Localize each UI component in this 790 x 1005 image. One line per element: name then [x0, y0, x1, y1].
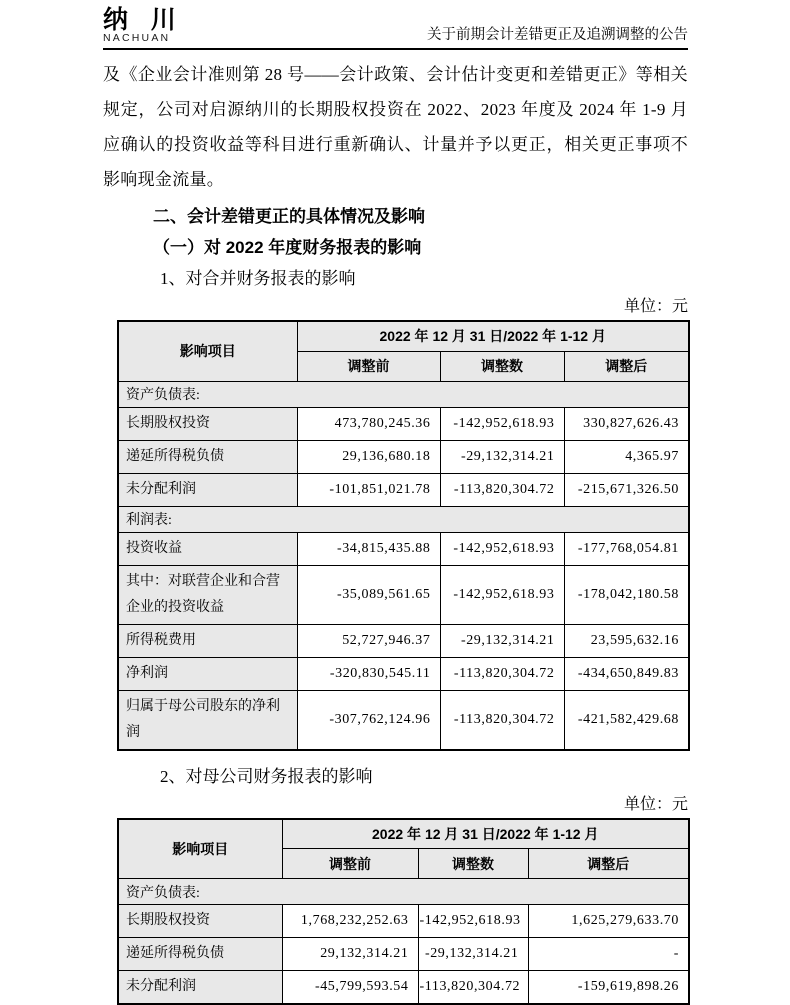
value-before: -320,830,545.11: [297, 657, 440, 690]
col-adjust-header: 调整数: [418, 849, 528, 879]
section-label: 资产负债表:: [118, 879, 689, 905]
col-item-header: 影响项目: [118, 819, 282, 879]
value-after: 330,827,626.43: [564, 407, 689, 440]
section-heading: 二、会计差错更正的具体情况及影响: [153, 206, 688, 228]
value-adjust: -142,952,618.93: [418, 905, 528, 938]
table-row: [118, 565, 689, 624]
table-row: [118, 905, 689, 938]
value-adjust: -29,132,314.21: [418, 938, 528, 971]
logo-subtext: NACHUAN: [103, 32, 183, 45]
table-row: [118, 440, 689, 473]
col-after-header: 调整后: [528, 849, 689, 879]
value-before: 473,780,245.36: [297, 407, 440, 440]
row-label: 所得税费用: [118, 624, 297, 657]
row-label: 未分配利润: [118, 971, 282, 1005]
table-row: [118, 971, 689, 1005]
value-before: -34,815,435.88: [297, 532, 440, 565]
value-adjust: -113,820,304.72: [418, 971, 528, 1005]
col-period-header: 2022 年 12 月 31 日/2022 年 1-12 月: [282, 819, 689, 849]
row-label: 净利润: [118, 657, 297, 690]
value-after: -: [528, 938, 689, 971]
table-row: [118, 473, 689, 506]
col-before-header: 调整前: [282, 849, 418, 879]
value-after: -215,671,326.50: [564, 473, 689, 506]
unit-label-1: 单位：元: [103, 293, 688, 316]
value-adjust: -29,132,314.21: [440, 440, 564, 473]
section-row: [118, 381, 689, 407]
value-before: 29,136,680.18: [297, 440, 440, 473]
value-before: 1,768,232,252.63: [282, 905, 418, 938]
table-row: [118, 690, 689, 750]
item1-heading: 1、对合并财务报表的影响: [160, 268, 688, 290]
row-label: 长期股权投资: [118, 407, 297, 440]
value-adjust: -142,952,618.93: [440, 407, 564, 440]
section-row: [118, 506, 689, 532]
value-after: 23,595,632.16: [564, 624, 689, 657]
section-row: [118, 879, 689, 905]
value-before: -101,851,021.78: [297, 473, 440, 506]
table-row: [118, 532, 689, 565]
col-period-header: 2022 年 12 月 31 日/2022 年 1-12 月: [297, 321, 689, 351]
unit-label-2: 单位：元: [103, 791, 688, 814]
parent-company-statements-table: [117, 818, 690, 1005]
subsection-heading: （一）对 2022 年度财务报表的影响: [153, 237, 688, 259]
value-adjust: -142,952,618.93: [440, 565, 564, 624]
row-label: 长期股权投资: [118, 905, 282, 938]
value-after: -434,650,849.83: [564, 657, 689, 690]
table-row: [118, 657, 689, 690]
table-header-row: [118, 819, 689, 849]
row-label: 递延所得税负债: [118, 938, 282, 971]
value-after: -177,768,054.81: [564, 532, 689, 565]
value-after: -159,619,898.26: [528, 971, 689, 1005]
value-after: -421,582,429.68: [564, 690, 689, 750]
value-after: 1,625,279,633.70: [528, 905, 689, 938]
value-adjust: -113,820,304.72: [440, 657, 564, 690]
value-adjust: -29,132,314.21: [440, 624, 564, 657]
item2-heading: 2、对母公司财务报表的影响: [160, 766, 688, 788]
section-label: 资产负债表:: [118, 381, 689, 407]
logo-text: 纳 川: [103, 8, 183, 32]
value-after: -178,042,180.58: [564, 565, 689, 624]
document-header: [103, 8, 688, 50]
table-header-row: [118, 321, 689, 351]
row-label: 递延所得税负债: [118, 440, 297, 473]
value-before: -307,762,124.96: [297, 690, 440, 750]
value-adjust: -113,820,304.72: [440, 690, 564, 750]
table-row: [118, 407, 689, 440]
row-label: 未分配利润: [118, 473, 297, 506]
col-item-header: 影响项目: [118, 321, 297, 381]
company-logo: [103, 8, 183, 45]
col-after-header: 调整后: [564, 351, 689, 381]
table-row: [118, 938, 689, 971]
row-label: 归属于母公司股东的净利润: [118, 690, 297, 750]
consolidated-statements-table: [117, 320, 690, 751]
col-adjust-header: 调整数: [440, 351, 564, 381]
document-title: 关于前期会计差错更正及追溯调整的公告: [427, 26, 688, 45]
row-label: 其中：对联营企业和合营企业的投资收益: [118, 565, 297, 624]
value-adjust: -142,952,618.93: [440, 532, 564, 565]
section-label: 利润表:: [118, 506, 689, 532]
value-before: 52,727,946.37: [297, 624, 440, 657]
row-label: 投资收益: [118, 532, 297, 565]
table-row: [118, 624, 689, 657]
col-before-header: 调整前: [297, 351, 440, 381]
value-adjust: -113,820,304.72: [440, 473, 564, 506]
intro-paragraph: 及《企业会计准则第 28 号——会计政策、会计估计变更和差错更正》等相关规定，公司对启源纳川的长期股权投资在 2022、2023 年度及 2024 年 1-9 月应确认的投资收益等科目进行重新确认、计量并予以更正，相关更正事项不影响现金流量。: [103, 57, 688, 197]
value-before: -45,799,593.54: [282, 971, 418, 1005]
value-before: -35,089,561.65: [297, 565, 440, 624]
value-before: 29,132,314.21: [282, 938, 418, 971]
value-after: 4,365.97: [564, 440, 689, 473]
